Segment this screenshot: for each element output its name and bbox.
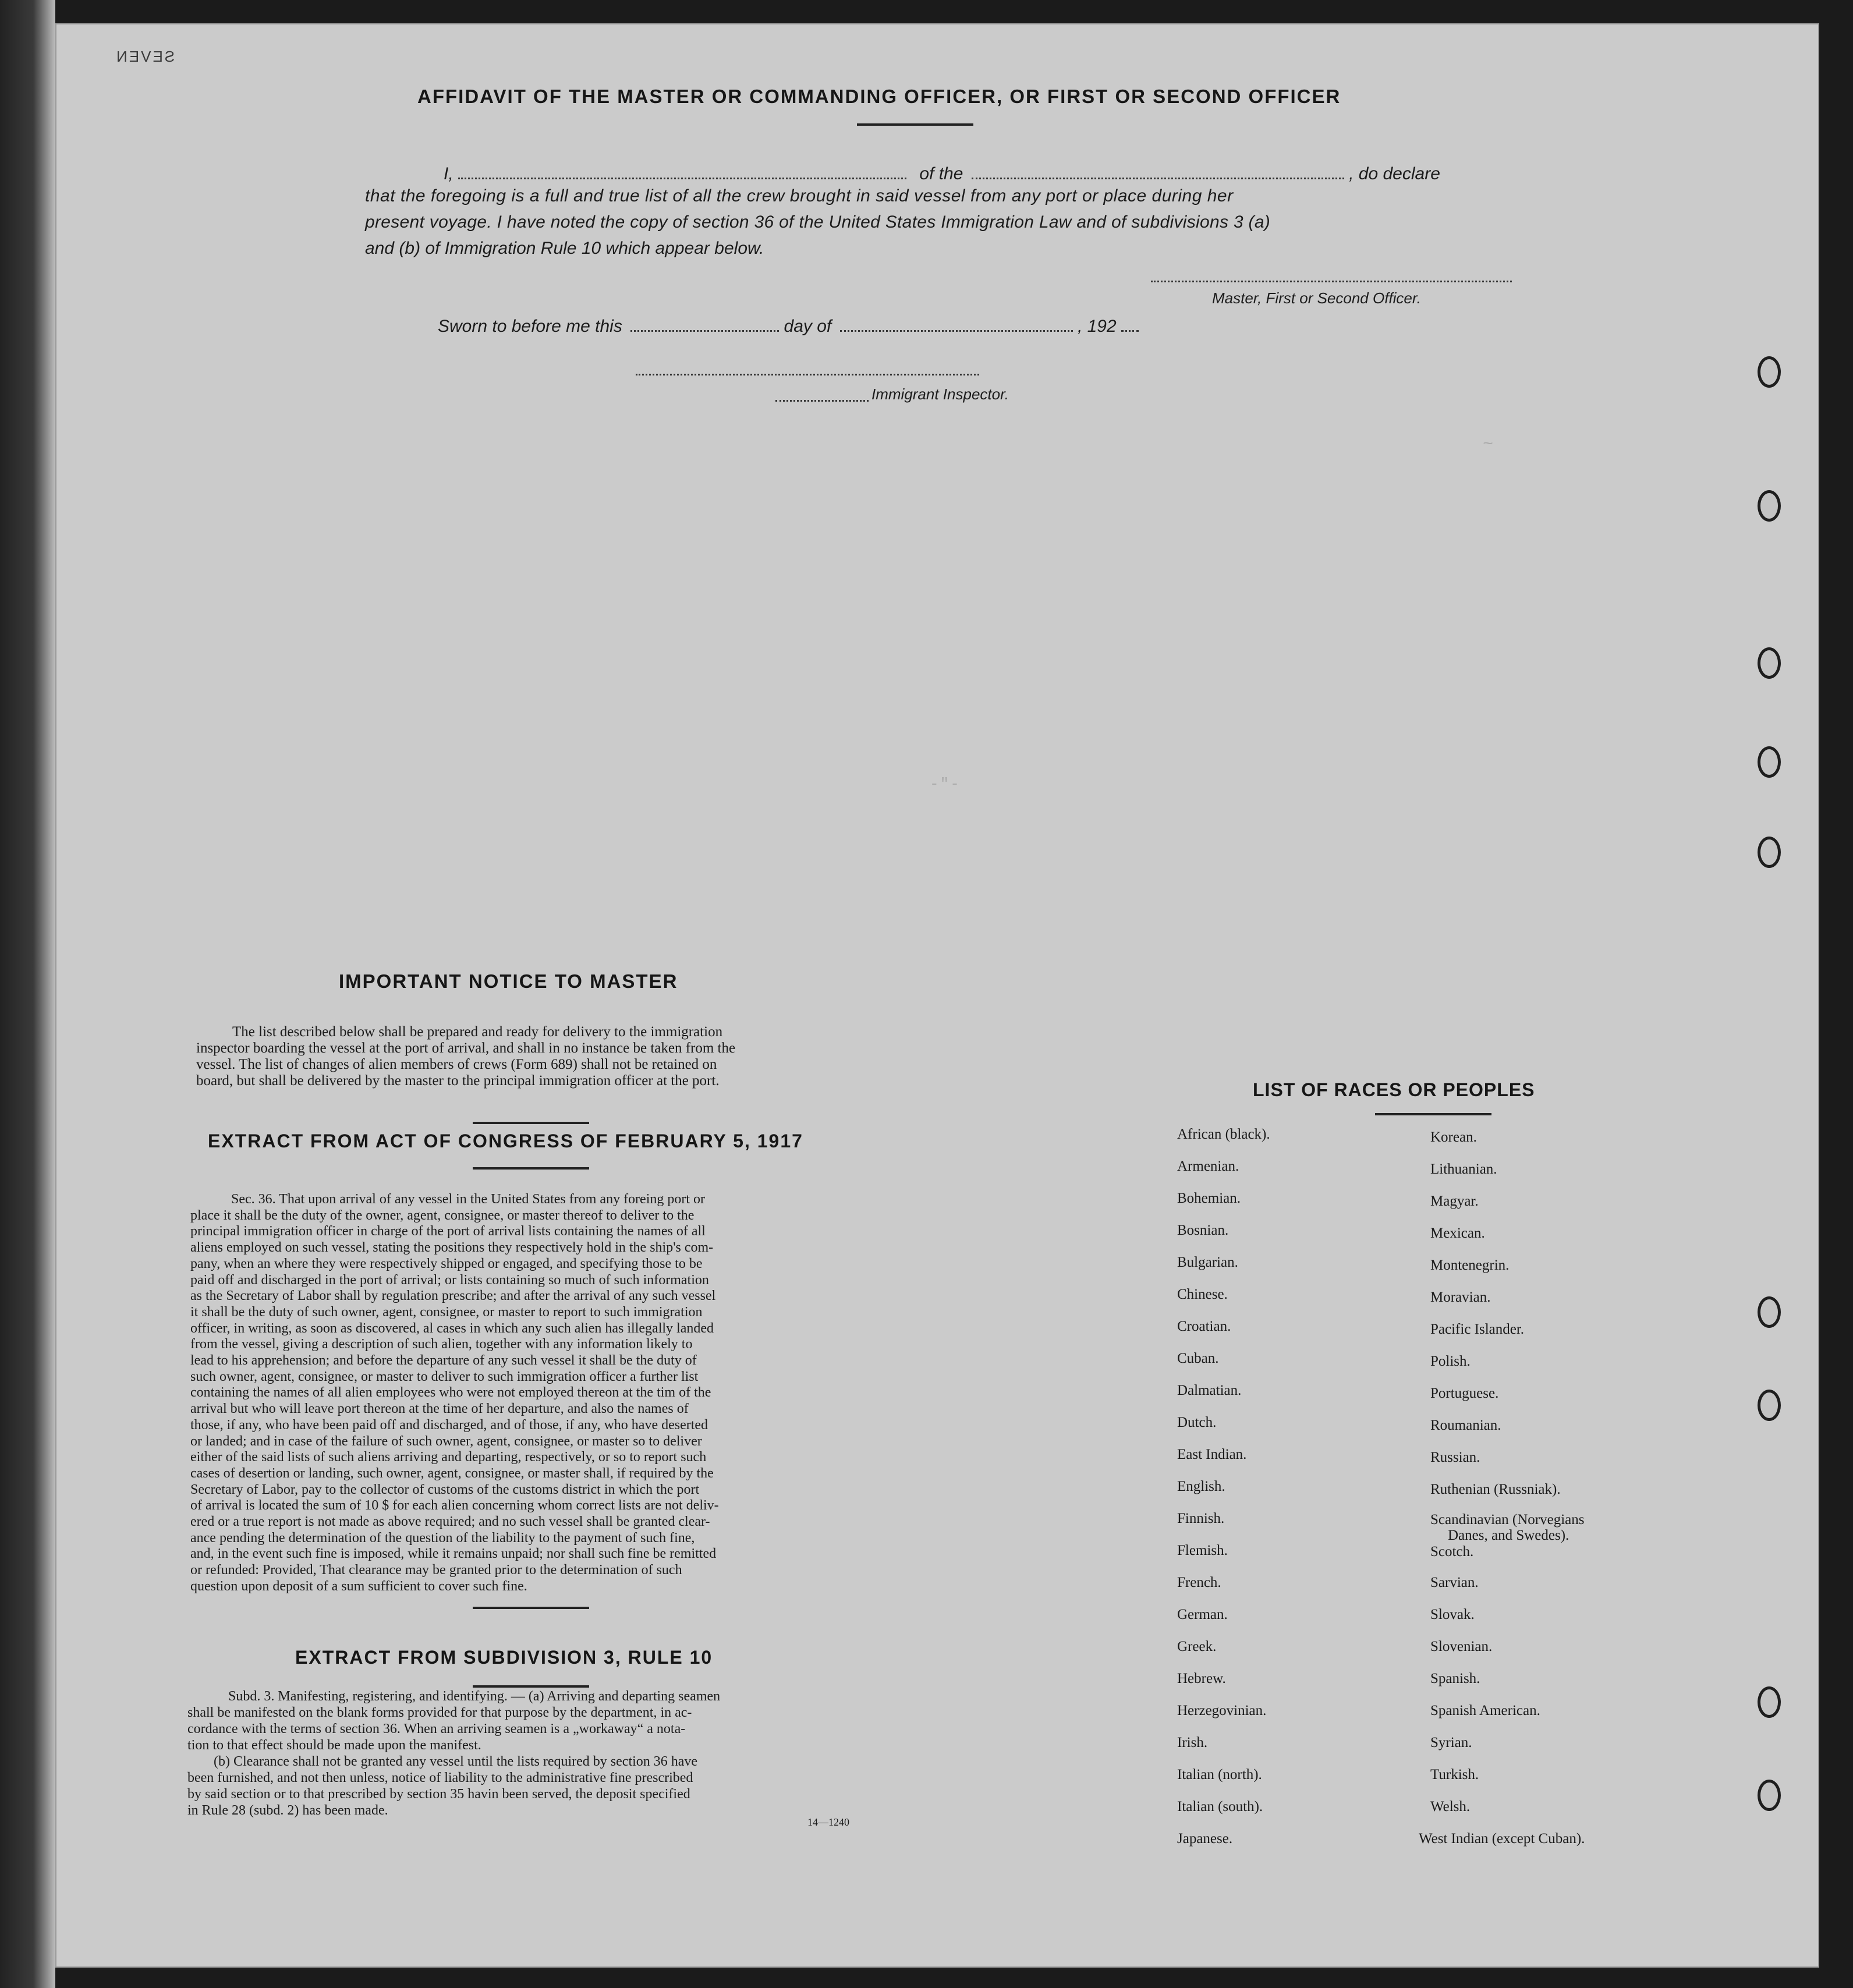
sworn-year-field[interactable] [1121,313,1139,332]
race-item: Portuguese. [1430,1385,1499,1401]
rule-line: in Rule 28 (subd. 2) has been made. [187,1803,388,1818]
affidavit-text-line: and (b) of Immigration Rule 10 which appear below. [365,239,764,258]
rule-line: (b) Clearance shall not be granted any vessel until the lists required by section 36 have [214,1754,698,1769]
race-item: Turkish. [1430,1767,1479,1783]
affidavit-i-label: I, [444,164,453,183]
page-edge-shadow [0,0,55,1988]
act-line: from the vessel, giving a description of such alien, together with any information likely to [190,1337,693,1352]
race-item: Irish. [1177,1735,1208,1750]
rule-title-rule [473,1685,589,1688]
inspector-label: Immigrant Inspector. [871,385,1009,403]
master-signature-label: Master, First or Second Officer. [1212,289,1421,307]
act-text [190,1192,924,1595]
race-item: Spanish American. [1430,1703,1540,1718]
act-line: paid off and discharged in the port of arrival; or lists containing so much of such information [190,1272,709,1288]
notice-line: The list described below shall be prepared and ready for delivery to the immigration [232,1024,723,1040]
rule-line: tion to that effect should be made upon the manifest. [187,1738,481,1753]
act-line: as the Secretary of Labor shall by regulation prescribe; and after the arrival of any such vessel [190,1288,716,1304]
races-title: LIST OF RACES OR PEOPLES [1253,1079,1535,1100]
sworn-year-label: , 192 [1077,317,1117,336]
notice-line: inspector boarding the vessel at the port of arrival, and shall in no instance be taken from the [196,1040,736,1056]
sworn-label: Sworn to before me this [438,317,622,336]
binder-hole [1758,647,1781,679]
rule-text [187,1688,927,1819]
sworn-day-field[interactable] [630,313,779,332]
act-line: either of the said lists of such aliens arriving and departing, respectively, or so to report such [190,1450,707,1465]
act-line: principal immigration officer in charge of the port of arrival lists containing the names of all [190,1224,706,1239]
act-line: such owner, agent, consignee, or master to deliver to such immigration officer a further list [190,1369,699,1384]
affidavit-title-rule [857,123,973,126]
race-item: Polish. [1430,1353,1471,1369]
race-item: Bulgarian. [1177,1255,1238,1270]
binder-hole [1758,1390,1781,1421]
notice-line: board, but shall be delivered by the master to the principal immigration officer at the port. [196,1073,720,1089]
act-line: those, if any, who have been paid off and discharged, and of those, if any, who have deserted [190,1417,708,1433]
act-line: pany, when an where they were respectively shipped or engaged, and specifying those to be [190,1256,703,1271]
affidavit-of-the-label: of the [919,164,963,183]
inspector-signature-line[interactable] [636,374,979,375]
rule-line: cordance with the terms of section 36. When an arriving seamen is a „workaway“ a nota- [187,1721,686,1737]
act-line: Secretary of Labor, pay to the collector of customs of the customs district in which the port [190,1482,700,1497]
race-item: Korean. [1430,1129,1477,1145]
race-item: Mexican. [1430,1225,1485,1241]
race-item: Lithuanian. [1430,1161,1497,1177]
race-item: German. [1177,1607,1228,1622]
race-item: Slovenian. [1430,1639,1493,1654]
binder-hole [1758,837,1781,868]
act-line: ered or a true report is not made as above required; and no such vessel shall be granted clear- [190,1514,710,1530]
sworn-day-of-label: day of [784,317,832,336]
master-name-field[interactable] [458,160,906,179]
rule-title: EXTRACT FROM SUBDIVISION 3, RULE 10 [295,1647,713,1668]
corner-mark: SEVEN [115,48,175,65]
race-item: Magyar. [1430,1193,1479,1209]
race-item: Spanish. [1430,1671,1480,1686]
race-item: Welsh. [1430,1799,1471,1815]
race-item: Italian (south). [1177,1799,1263,1815]
act-line: of arrival is located the sum of 10 $ for each alien concerning whom correct lists are not deliv- [190,1498,719,1514]
race-item: Dalmatian. [1177,1383,1242,1398]
act-line: question upon deposit of a sum sufficient to cover such fine. [190,1578,527,1594]
race-item: Finnish. [1177,1511,1225,1526]
affidavit-text-line: present voyage. I have noted the copy of section 36 of the United States Immigration Law and of subdivisions 3 (a) [365,212,1271,232]
race-item: African (black). [1177,1126,1270,1142]
affidavit-text-line: that the foregoing is a full and true list of all the crew brought in said vessel from any port or place during her [365,186,1234,205]
binder-hole [1758,356,1781,388]
act-line: or landed; and in case of the failure of such owner, agent, consignee, or master so to deliver [190,1433,702,1449]
act-line: or refunded: Provided, That clearance may be granted prior to the determination of such [190,1562,682,1578]
bleed-through-2: -"- [930,775,961,793]
binder-hole [1758,1780,1781,1811]
act-title: EXTRACT FROM ACT OF CONGRESS OF FEBRUARY 5, 1917 [208,1131,803,1151]
affidavit-title: AFFIDAVIT OF THE MASTER OR COMMANDING OFFICER, OR FIRST OR SECOND OFFICER [417,86,1341,107]
vessel-name-field[interactable] [972,160,1344,179]
rule-line: by said section or to that prescribed by section 35 havin been served, the deposit specified [187,1787,690,1802]
document-page [55,23,1819,1968]
act-line: officer, in writing, as soon as discovered, al cases in which any such alien has illegally landed [190,1320,714,1336]
race-item: Danes, and Swedes). [1448,1528,1569,1543]
bleed-through-1: ~ [1483,435,1495,455]
act-line: cases of desertion or landing, such owner, agent, consignee, or master shall, if required by the [190,1465,714,1481]
binder-hole [1758,746,1781,778]
race-item: French. [1177,1575,1221,1590]
act-line: place it shall be the duty of the owner, agent, consignee, or master thereof to deliver to the [190,1207,695,1223]
binder-hole [1758,1686,1781,1718]
form-number: 14—1240 [807,1816,849,1828]
race-item: East Indian. [1177,1447,1247,1462]
act-line: containing the names of all alien employees who were not employed thereon at the tim of the [190,1385,711,1401]
rule-line: been furnished, and not then unless, notice of liability to the administrative fine prescribed [187,1770,693,1785]
act-line: ance pending the determination of the question of the liability to the payment of such fine, [190,1530,695,1546]
race-item: Herzegovinian. [1177,1703,1267,1718]
affidavit-declaration-line [444,160,1440,184]
binder-hole [1758,490,1781,522]
notice-title: IMPORTANT NOTICE TO MASTER [339,970,678,992]
race-item: Japanese. [1177,1831,1233,1847]
race-item: Moravian. [1430,1289,1491,1305]
inspector-signature-line-2 [775,400,869,402]
race-item: Scandinavian (Norvegians [1430,1512,1585,1528]
race-item: Scotch. [1430,1544,1474,1560]
act-line: it shall be the duty of such owner, agent, consignee, or master to report to such immigration [190,1304,703,1320]
race-item: Flemish. [1177,1543,1228,1558]
race-item: Sarvian. [1430,1575,1479,1590]
race-item: Syrian. [1430,1735,1472,1750]
rule-line: shall be manifested on the blank forms provided for that purpose by the department, in ac- [187,1705,692,1720]
race-item: Greek. [1177,1639,1217,1654]
race-item: English. [1177,1479,1225,1494]
race-item: Dutch. [1177,1415,1217,1430]
race-item: Bosnian. [1177,1222,1229,1238]
races-title-rule [1375,1113,1491,1115]
act-line: aliens employed on such vessel, stating the positions they respectively hold in the ship's com- [190,1240,714,1256]
race-item: Italian (north). [1177,1767,1262,1783]
race-item: Cuban. [1177,1351,1219,1366]
master-signature-line[interactable] [1151,281,1512,282]
race-item: Pacific Islander. [1430,1321,1525,1337]
race-item: Croatian. [1177,1319,1231,1334]
race-item: Russian. [1430,1450,1480,1465]
affidavit-declare-label: , do declare [1349,164,1440,183]
notice-line: vessel. The list of changes of alien members of crews (Form 689) shall not be retained on [196,1057,717,1072]
notice-text [196,1024,924,1089]
race-item: Montenegrin. [1430,1257,1510,1273]
rule-line: Subd. 3. Manifesting, registering, and identifying. — (a) Arriving and departing seamen [228,1689,721,1704]
race-item: Armenian. [1177,1158,1239,1174]
race-item: Roumanian. [1430,1418,1501,1433]
act-line: arrival but who will leave port thereon at the time of her departure, and also the names of [190,1401,689,1417]
sworn-line [438,313,1139,336]
race-item: Slovak. [1430,1607,1475,1622]
act-line: lead to his apprehension; and before the departure of any such vessel it shall be the duty of [190,1353,697,1369]
race-item: Hebrew. [1177,1671,1226,1686]
binder-hole [1758,1296,1781,1328]
race-item: West Indian (except Cuban). [1419,1831,1585,1847]
notice-rule [473,1122,589,1124]
act-end-rule [473,1607,589,1609]
race-item: Ruthenian (Russniak). [1430,1482,1561,1497]
act-line: Sec. 36. That upon arrival of any vessel in the United States from any foreing port or [231,1192,706,1207]
race-item: Bohemian. [1177,1190,1241,1206]
act-line: and, in the event such fine is imposed, while it remains unpaid; nor shall such fine be remitted [190,1546,717,1562]
sworn-month-field[interactable] [840,313,1073,332]
race-item: Chinese. [1177,1287,1228,1302]
act-title-rule [473,1167,589,1170]
